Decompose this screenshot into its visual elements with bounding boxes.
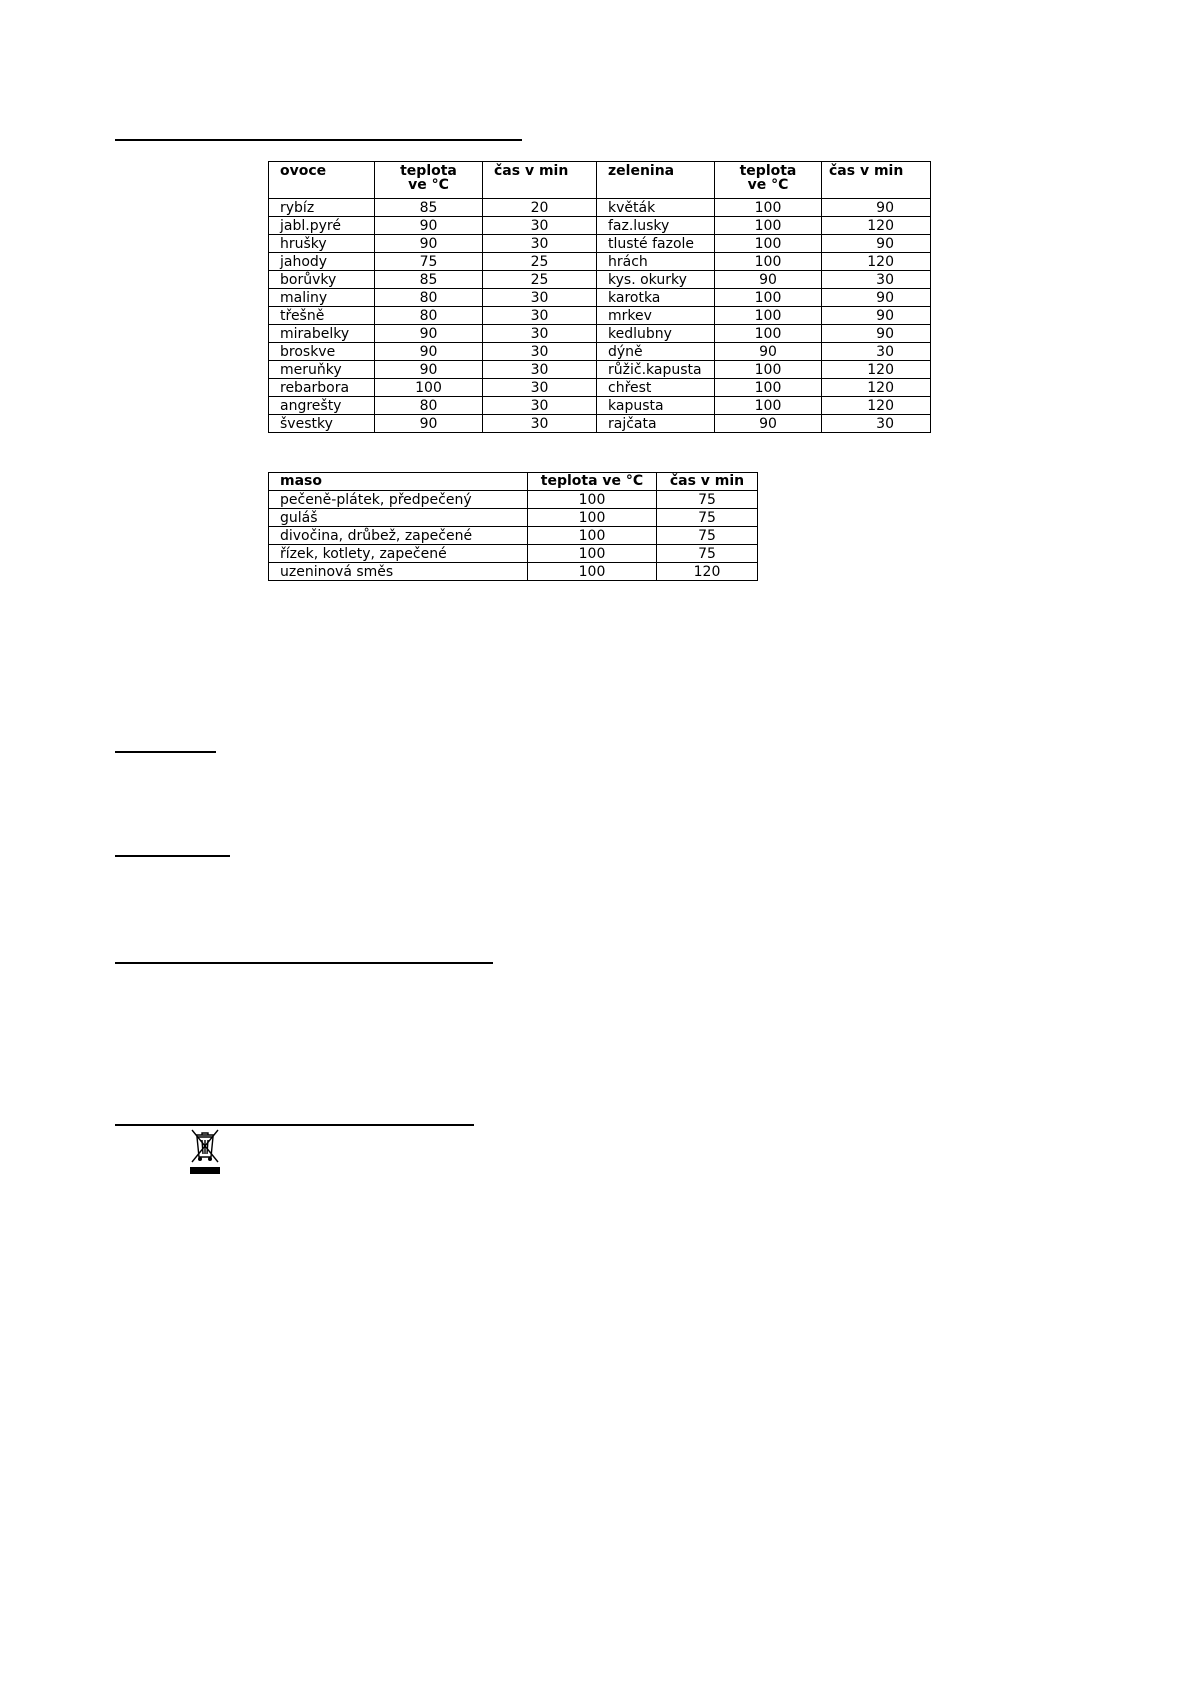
table-row (269, 415, 931, 433)
table-cell: kapusta (597, 397, 715, 415)
table-row (269, 527, 758, 545)
table-cell: 30 (483, 235, 597, 253)
table-cell: rajčata (597, 415, 715, 433)
table-cell: 100 (528, 545, 657, 563)
table-row (269, 307, 931, 325)
table-cell: 90 (715, 415, 822, 433)
table-cell: 100 (715, 235, 822, 253)
table-cell: 90 (822, 325, 931, 343)
table-cell: jahody (269, 253, 375, 271)
table-cell: rebarbora (269, 379, 375, 397)
table-cell: 100 (715, 361, 822, 379)
table-cell: 120 (822, 253, 931, 271)
table-cell: dýně (597, 343, 715, 361)
table-cell: 75 (657, 545, 758, 563)
table-cell: 120 (657, 563, 758, 581)
table-cell: řízek, kotlety, zapečené (269, 545, 528, 563)
table-cell: 90 (715, 271, 822, 289)
table-row (269, 253, 931, 271)
table-cell: 90 (375, 415, 483, 433)
table-cell: 100 (528, 509, 657, 527)
table-row (269, 199, 931, 217)
table-row (269, 271, 931, 289)
table-cell: kedlubny (597, 325, 715, 343)
table-cell: 90 (822, 199, 931, 217)
table-cell: 90 (375, 217, 483, 235)
table-cell: růžič.kapusta (597, 361, 715, 379)
table-cell: meruňky (269, 361, 375, 379)
table-cell: broskve (269, 343, 375, 361)
table-cell: guláš (269, 509, 528, 527)
table-header-row (269, 162, 931, 199)
produce-cooking-table (268, 161, 931, 433)
table-cell: 90 (375, 343, 483, 361)
table-cell: 90 (822, 289, 931, 307)
table-cell: 100 (715, 289, 822, 307)
table-cell: 100 (715, 397, 822, 415)
table-cell: květák (597, 199, 715, 217)
table-row (269, 325, 931, 343)
table-cell: 100 (715, 199, 822, 217)
table-cell: 120 (822, 397, 931, 415)
table-cell: maliny (269, 289, 375, 307)
table-cell: 30 (483, 307, 597, 325)
table-cell: 120 (822, 361, 931, 379)
section-rule-1 (115, 139, 522, 141)
column-header: ovoce (269, 162, 375, 199)
table-cell: 30 (483, 325, 597, 343)
table-cell: rybíz (269, 199, 375, 217)
table-cell: uzeninová směs (269, 563, 528, 581)
column-header: teplota ve °C (715, 162, 822, 199)
table-cell: 85 (375, 199, 483, 217)
table-cell: 120 (822, 217, 931, 235)
table-cell: kys. okurky (597, 271, 715, 289)
table-cell: chřest (597, 379, 715, 397)
table-cell: 100 (528, 563, 657, 581)
column-header: teplota ve °C (375, 162, 483, 199)
table-cell: angrešty (269, 397, 375, 415)
table-header-row (269, 473, 758, 491)
column-header: čas v min (822, 162, 931, 199)
table-cell: mirabelky (269, 325, 375, 343)
table-row (269, 491, 758, 509)
section-rule-2 (115, 751, 216, 753)
table-cell: 100 (715, 379, 822, 397)
table-cell: 30 (483, 379, 597, 397)
table-row (269, 217, 931, 235)
table-cell: 90 (822, 235, 931, 253)
table-cell: 75 (657, 509, 758, 527)
table-cell: 90 (822, 307, 931, 325)
table-row (269, 509, 758, 527)
table-row (269, 563, 758, 581)
table-cell: 100 (715, 325, 822, 343)
table-cell: 30 (483, 343, 597, 361)
table-row (269, 235, 931, 253)
table-cell: hrách (597, 253, 715, 271)
column-header: teplota ve °C (528, 473, 657, 491)
table-cell: jabl.pyré (269, 217, 375, 235)
table-cell: 75 (657, 527, 758, 545)
crossed-out-wheelie-bin-icon (189, 1127, 221, 1175)
table-cell: 90 (715, 343, 822, 361)
section-rule-3 (115, 855, 230, 857)
table-cell: 80 (375, 307, 483, 325)
table-cell: 30 (483, 217, 597, 235)
column-header: čas v min (483, 162, 597, 199)
table-row (269, 379, 931, 397)
table-cell: 100 (528, 527, 657, 545)
table-cell: 75 (657, 491, 758, 509)
table-row (269, 545, 758, 563)
table-cell: borůvky (269, 271, 375, 289)
table-cell: švestky (269, 415, 375, 433)
table-cell: 100 (375, 379, 483, 397)
table-cell: mrkev (597, 307, 715, 325)
table-row (269, 289, 931, 307)
table-cell: divočina, drůbež, zapečené (269, 527, 528, 545)
section-rule-4 (115, 962, 493, 964)
column-header: zelenina (597, 162, 715, 199)
table-cell: 120 (822, 379, 931, 397)
table-cell: 75 (375, 253, 483, 271)
table-cell: 90 (375, 325, 483, 343)
table-cell: 25 (483, 253, 597, 271)
table-cell: hrušky (269, 235, 375, 253)
table-cell: 100 (528, 491, 657, 509)
section-rule-5 (115, 1124, 474, 1126)
table-cell: 85 (375, 271, 483, 289)
table-cell: 30 (483, 361, 597, 379)
table-cell: 30 (822, 343, 931, 361)
column-header: maso (269, 473, 528, 491)
table-cell: 20 (483, 199, 597, 217)
table-cell: 25 (483, 271, 597, 289)
table-cell: 100 (715, 217, 822, 235)
table-cell: pečeně-plátek, předpečený (269, 491, 528, 509)
table-cell: karotka (597, 289, 715, 307)
table-cell: 100 (715, 307, 822, 325)
table-cell: 30 (483, 415, 597, 433)
table-row (269, 361, 931, 379)
table-cell: tlusté fazole (597, 235, 715, 253)
column-header: čas v min (657, 473, 758, 491)
table-row (269, 343, 931, 361)
table-cell: 30 (822, 271, 931, 289)
table-cell: 100 (715, 253, 822, 271)
table-cell: 30 (822, 415, 931, 433)
table-cell: třešně (269, 307, 375, 325)
table-cell: 90 (375, 361, 483, 379)
table-row (269, 397, 931, 415)
table-cell: 80 (375, 397, 483, 415)
table-cell: 30 (483, 289, 597, 307)
table-cell: 90 (375, 235, 483, 253)
table-cell: 30 (483, 397, 597, 415)
table-cell: faz.lusky (597, 217, 715, 235)
meat-cooking-table (268, 472, 758, 581)
table-cell: 80 (375, 289, 483, 307)
